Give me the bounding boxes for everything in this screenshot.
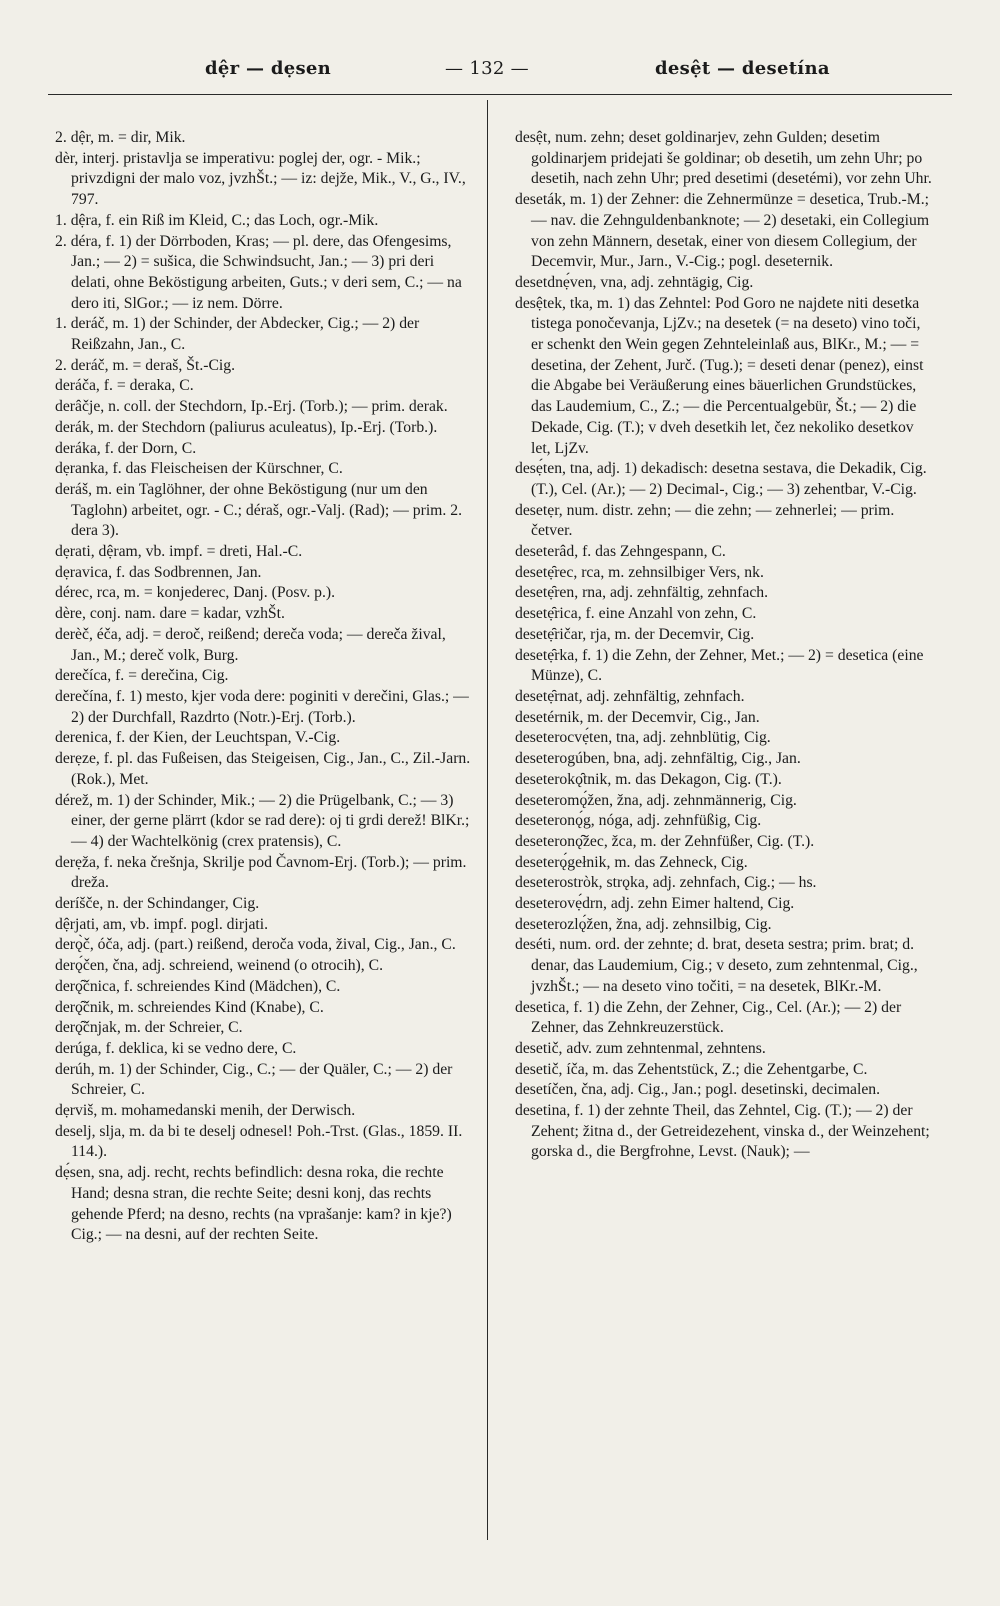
dictionary-entry: dérež, m. 1) der Schinder, Mik.; — 2) die Prügelbank, C.; — 3) einer, der gerne plärrt (kdor se rad dere): oj ti grdi derež! BlKr.; — 4) der Wachtelkönig (crex pratensis), C.	[55, 791, 470, 850]
right-column	[515, 128, 933, 1558]
page-header	[50, 58, 950, 88]
dictionary-entry: deseteronǫ́g, nóga, adj. zehnfüßig, Cig.	[515, 812, 762, 830]
dictionary-entry: deráka, f. der Dorn, C.	[55, 439, 197, 457]
dictionary-entry: desetẹ̑ričar, rja, m. der Decemvir, Cig.	[515, 625, 755, 643]
dictionary-entry: desetič, íča, m. das Zehentstück, Z.; die Zehentgarbe, C.	[515, 1060, 868, 1078]
dictionary-entry: desetẹ̑rka, f. 1) die Zehn, der Zehner, Met.; — 2) = desetica (eine Münze), C.	[515, 646, 924, 685]
dictionary-entry: deseterozlǫ́žen, žna, adj. zehnsilbig, Cig.	[515, 915, 772, 933]
dictionary-entry: deseterǫ́gełnik, m. das Zehneck, Cig.	[515, 853, 748, 871]
dictionary-entry: dệrjati, am, vb. impf. pogl. dirjati.	[55, 915, 269, 933]
dictionary-entry: dẹrati, dệram, vb. impf. = dreti, Hal.-C.	[55, 543, 303, 561]
dictionary-entry: deselj, slja, m. da bi te deselj odnesel! Poh.-Trst. (Glas., 1859. II. 114.).	[55, 1122, 463, 1161]
dictionary-entry: derǫ́čen, čna, adj. schreiend, weinend (o otrocih), C.	[55, 957, 384, 975]
dictionary-entry: dẹravica, f. das Sodbrennen, Jan.	[55, 563, 262, 581]
dictionary-entry: desetẹr, num. distr. zehn; — die zehn; — zehnerlei; — prim. četver.	[515, 501, 895, 540]
dictionary-entry: dẹrviš, m. mohamedanski menih, der Derwisch.	[55, 1102, 356, 1120]
dictionary-entry: derǫ̀č, óča, adj. (part.) reißend, deroča voda, žival, Cig., Jan., C.	[55, 936, 456, 954]
dictionary-entry: dẹ́sen, sna, adj. recht, rechts befindlich: desna roka, die rechte Hand; desna stran, die rechte Seite; desni konj, das rechts gehende Pferd; na desno, rechts (na vprašanje: kam? in kje?) Cig.; — na desni, auf der rechten Seite.	[55, 1164, 452, 1244]
dictionary-entry: deseteronǫ̑žec, žca, m. der Zehnfüßer, Cig. (T.).	[515, 832, 815, 850]
dictionary-entry: dẹranka, f. das Fleischeisen der Kürschner, C.	[55, 460, 343, 478]
dictionary-entry: deseteromǫ́žen, žna, adj. zehnmännerig, Cig.	[515, 791, 797, 809]
dictionary-entry: deseták, m. 1) der Zehner: die Zehnermünze = desetica, Trub.-M.; — nav. die Zehnguldenbanknote; — 2) desetaki, ein Collegium von zehn Männern, desetak, einer von diesem Collegium, der Decemvir, Mur., Jarn., V.-Cig.; pogl. deseternik.	[515, 191, 930, 271]
dictionary-entry: deseterogúben, bna, adj. zehnfältig, Cig., Jan.	[515, 750, 801, 768]
dictionary-entry: derǫ̑čnica, f. schreiendes Kind (Mädchen), C.	[55, 977, 341, 995]
dictionary-entry: deráča, f. = deraka, C.	[55, 377, 194, 395]
dictionary-entry: desệt, num. zehn; deset goldinarjev, zehn Gulden; desetim goldinarjem pridejati še goldinar; ob desetih, um zehn Uhr; po desetih, nach zehn Uhr; pred desetimi (desetémi), vor zehn Uhr.	[515, 129, 932, 188]
dictionary-entry: deseterostròk, strǫka, adj. zehnfach, Cig.; — hs.	[515, 874, 817, 892]
dictionary-entry: desetẹ̑rica, f. eine Anzahl von zehn, C.	[515, 605, 757, 623]
page-number: — 132 —	[445, 58, 529, 79]
dictionary-entry: desệtek, tka, m. 1) das Zehntel: Pod Goro ne najdete niti desetka tistega ponočevanja, LjZv.; na desetek (= na deseto) vino toči, er schenkt den Wein gegen Zehnteleinlaß aus, BlKr., M.; — = desetina, der Zehent, Jurč. (Tug.); = deseti denar (penez), einst die Abgabe bei Veräußerung eines bäuerlichen Grundstückes, das Laudemium, C., Z.; — die Percentualgebür, Št.; — 2) die Dekade, Cig. (T.); v dveh desetkih let, čez nekoliko desetkov let, LjZv.	[515, 294, 924, 457]
column-divider	[487, 100, 488, 1540]
left-column	[55, 128, 473, 1558]
header-rule	[48, 94, 952, 95]
dictionary-entry: desetẹ̑rnat, adj. zehnfältig, zehnfach.	[515, 687, 745, 705]
dictionary-entry: 1. deráč, m. 1) der Schinder, der Abdecker, Cig.; — 2) der Reißzahn, Jan., C.	[55, 315, 420, 354]
dictionary-entry: desetẹ̑ren, rna, adj. zehnfältig, zehnfach.	[515, 584, 769, 602]
dictionary-entry: desẹ́ten, tna, adj. 1) dekadisch: desetna sestava, die Dekadik, Cig. (T.), Cel. (Ar.); — 2) Decimal-, Cig.; — 3) zehentbar, V.-Cig.	[515, 460, 927, 498]
dictionary-entry: derâčje, n. coll. der Stechdorn, Ip.-Erj. (Torb.); — prim. derak.	[55, 398, 448, 416]
dictionary-entry: derǫ̑čnjak, m. der Schreier, C.	[55, 1019, 243, 1037]
dictionary-entry: dèr, interj. pristavlja se imperativu: poglej der, ogr. - Mik.; privzdigni der malo voz, jvzhŠt.; — iz: dejže, Mik., V., G., IV., 797.	[55, 149, 466, 209]
dictionary-entry: derèč, éča, adj. = deroč, reißend; dereča voda; — dereča žival, Jan., M.; dereč volk, Burg.	[55, 625, 446, 664]
header-left-guideword: dệr — dẹsen	[205, 58, 332, 79]
dictionary-entry: desetič, adv. zum zehntenmal, zehntens.	[515, 1039, 766, 1057]
dictionary-entry: derǫ̑čnik, m. schreiendes Kind (Knabe), C.	[55, 998, 324, 1016]
dictionary-entry: 1. dệra, f. ein Riß im Kleid, C.; das Loch, ogr.-Mik.	[55, 211, 379, 229]
dictionary-entry: 2. dệr, m. = dir, Mik.	[55, 129, 186, 146]
dictionary-entry: derẹze, f. pl. das Fußeisen, das Steigeisen, Cig., Jan., C., Zil.-Jarn. (Rok.), Met.	[55, 750, 471, 788]
dictionary-entry: deséti, num. ord. der zehnte; d. brat, deseta sestra; prim. brat; d. denar, das Laudemium, Cig.; v deseto, zum zehntenmal, Cig., jvzhŠt.; — na deseto vino točiti, = na desetek, BlKr.-M.	[515, 936, 918, 995]
dictionary-entry: derenica, f. der Kien, der Leuchtspan, V.-Cig.	[55, 729, 341, 747]
dictionary-entry: 2. déra, f. 1) der Dörrboden, Kras; — pl. dere, das Ofengesims, Jan.; — 2) = sušica, die Schwindsucht, Jan.; — 3) pri deri delati, ohne Beköstigung arbeiten, Guts.; v deri sem, C.; — na dero iti, SlGor.; — iz nem. Dörre.	[55, 232, 462, 312]
dictionary-entry: desetérnik, m. der Decemvir, Cig., Jan.	[515, 708, 760, 726]
dictionary-entry: dérec, rca, m. = konjederec, Danj. (Posv. p.).	[55, 584, 336, 602]
dictionary-entry: deseterocvẹ́ten, tna, adj. zehnblütig, Cig.	[515, 729, 771, 747]
dictionary-entry: desetíčen, čna, adj. Cig., Jan.; pogl. desetinski, decimalen.	[515, 1081, 881, 1099]
dictionary-entry: derúh, m. 1) der Schinder, Cig., C.; — der Quäler, C.; — 2) der Schreier, C.	[55, 1060, 453, 1099]
dictionary-entry: derák, m. der Stechdorn (paliurus aculeatus), Ip.-Erj. (Torb.).	[55, 418, 438, 436]
dictionary-entry: derečína, f. 1) mesto, kjer voda dere: poginiti v derečini, Glas.; — 2) der Durchfall, Razdrto (Notr.)-Erj. (Torb.).	[55, 687, 469, 726]
header-right-guideword: desệt — desetína	[655, 58, 830, 79]
dictionary-entry: derẹža, f. neka črešnja, Skrilje pod Čavnom-Erj. (Torb.); — prim. dreža.	[55, 853, 467, 892]
dictionary-entry: deráš, m. ein Taglöhner, der ohne Beköstigung (nur um den Taglohn) arbeitet, ogr. - C.; déraš, ogr.-Valj. (Rad); — prim. 2. dera 3).	[55, 480, 462, 540]
dictionary-entry: 2. deráč, m. = deraš, Št.-Cig.	[55, 356, 236, 374]
dictionary-entry: desetica, f. 1) die Zehn, der Zehner, Cig., Cel. (Ar.); — 2) der Zehner, das Zehnkreuzerstück.	[515, 998, 902, 1037]
dictionary-entry: desetdnẹ́ven, vna, adj. zehntägig, Cig.	[515, 273, 754, 291]
dictionary-entry: desetina, f. 1) der zehnte Theil, das Zehntel, Cig. (T.); — 2) der Zehent; žitna d., der Getreidezehent, vinska d., der Weinzehent; gorska d., die Bergfrohne, Levst. (Nauk); —	[515, 1102, 930, 1161]
dictionary-entry: deseterovẹ́drn, adj. zehn Eimer haltend, Cig.	[515, 895, 795, 913]
dictionary-entry: deseterokǫ̑tnik, m. das Dekagon, Cig. (T.).	[515, 770, 782, 788]
dictionary-entry: derečíca, f. = derečina, Cig.	[55, 667, 229, 685]
dictionary-entry: derúga, f. deklica, ki se vedno dere, C.	[55, 1039, 297, 1057]
dictionary-entry: deríšče, n. der Schindanger, Cig.	[55, 895, 260, 913]
dictionary-entry: dère, conj. nam. dare = kadar, vzhŠt.	[55, 605, 285, 623]
dictionary-entry: deseterâd, f. das Zehngespann, C.	[515, 543, 726, 561]
dictionary-entry: desetẹ̑rec, rca, m. zehnsilbiger Vers, nk.	[515, 563, 764, 581]
